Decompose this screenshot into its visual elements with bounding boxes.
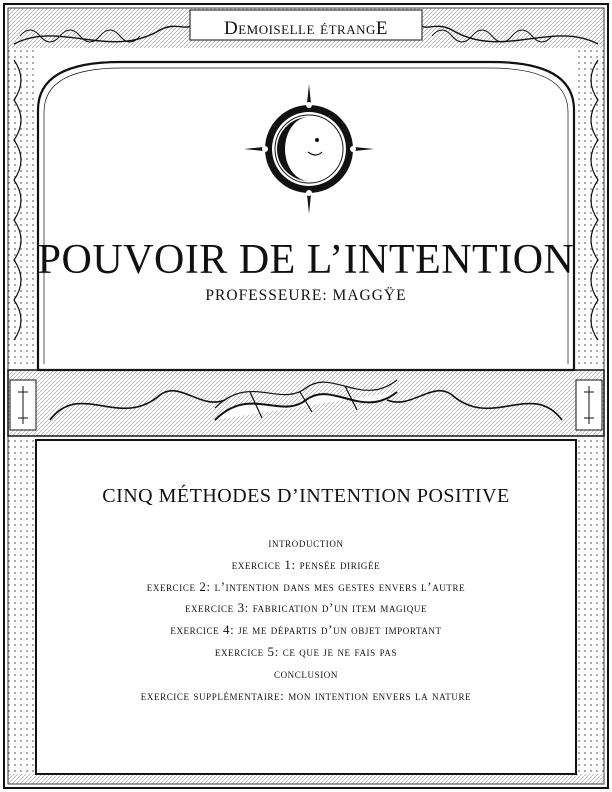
table-of-contents (0, 532, 612, 706)
page-subtitle: PROFESSEURE: MAGGŸE (205, 287, 407, 304)
brand-header: Demoiselle étrangE (223, 18, 388, 39)
page-title: POUVOIR DE L’INTENTION (37, 237, 575, 283)
right-pillar (576, 48, 604, 368)
toc-item: exercice 1: pensée dirigée (231, 556, 381, 572)
contents-heading: CINQ MÉTHODES D’INTENTION POSITIVE (102, 485, 510, 507)
toc-item: introduction (268, 535, 344, 550)
toc-item: conclusion (273, 665, 338, 681)
toc-item: exercice supplémentaire: mon intention envers la nature (140, 687, 472, 703)
middle-ornament-band (8, 370, 604, 436)
left-pillar (8, 48, 36, 368)
toc-item: exercice 2: l’intention dans mes gestes envers l’autre (146, 578, 466, 594)
toc-item: exercice 5: ce que je ne fais pas (214, 643, 398, 659)
toc-item: exercice 3: fabrication d’un item magique (184, 600, 428, 616)
compass-moon-emblem-icon (242, 82, 376, 216)
toc-item: exercice 4: je me départis d’un objet important (170, 622, 442, 638)
